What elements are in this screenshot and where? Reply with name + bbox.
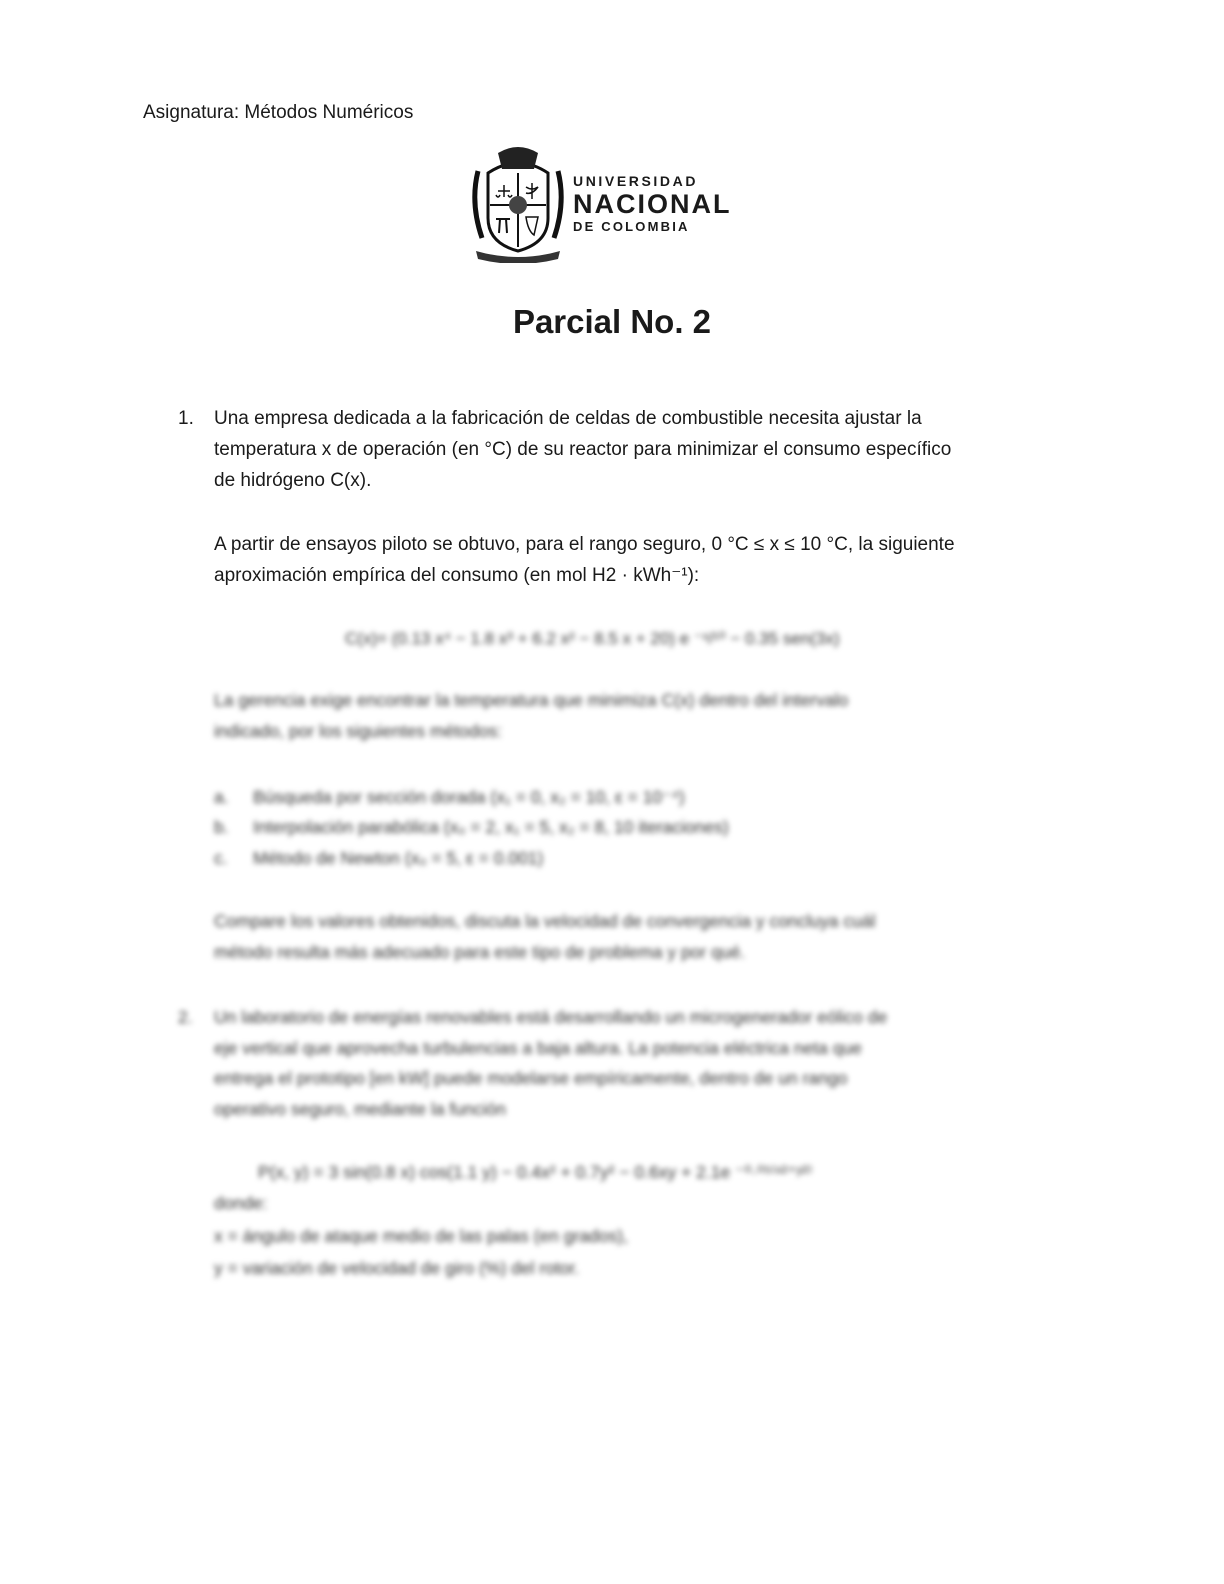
method-letter: c. (214, 848, 228, 868)
q1-line: A partir de ensayos piloto se obtuvo, para el rango seguro, 0 °C ≤ x ≤ 10 °C, la siguiente (214, 534, 955, 555)
q2-line: eje vertical que aprovecha turbulencias a baja altura. La potencia eléctrica neta que (214, 1038, 862, 1058)
university-logo (468, 143, 748, 263)
q1-line: aproximación empírica del consumo (en mol H2 · kWh⁻¹): (214, 565, 700, 586)
q1-line: Una empresa dedicada a la fabricación de celdas de combustible necesita ajustar la (214, 408, 922, 429)
method-text: Interpolación parabólica (x₀ = 2, x₁ = 5, x₂ = 8, 10 iteraciones) (253, 817, 729, 837)
logo-line-3: DE COLOMBIA (573, 219, 690, 234)
method-letter: b. (214, 817, 229, 837)
coat-of-arms-icon (468, 143, 568, 263)
q2-var: x = ángulo de ataque medio de las palas (en grados), (214, 1226, 628, 1246)
q2-var: y = variación de velocidad de giro (%) del rotor. (214, 1258, 580, 1278)
q2-line: entrega el prototipo [en kW] puede modelarse empíricamente, dentro de un rango (214, 1068, 848, 1088)
q2-formula: P(x, y) = 3 sin(0.8 x) cos(1.1 y) − 0.4x² + 0.7y² − 0.6xy + 2.1e ⁻⁰·⁰⁵⁽ˣ²⁺ʸ²⁾ (258, 1162, 813, 1182)
q1-conclusion: Compare los valores obtenidos, discuta la velocidad de convergencia y concluya cuál (214, 911, 876, 931)
method-text: Método de Newton (x₀ = 5, ε = 0.001) (253, 848, 544, 868)
q1-number: 1. (178, 408, 194, 429)
q2-number: 2. (178, 1007, 193, 1027)
q1-formula: C(x)= (0.13 x⁴ − 1.8 x³ + 6.2 x² − 8.5 x + 20) e ⁻ˣ/¹⁰ − 0.35 sen(3x) (345, 629, 840, 648)
method-text: Búsqueda por sección dorada (x₁ = 0, x₂ = 10, ε = 10⁻⁴) (253, 787, 685, 807)
q2-line: operativo seguro, mediante la función (214, 1099, 506, 1119)
q1-intro: indicado, por los siguientes métodos: (214, 721, 502, 741)
q1-intro: La gerencia exige encontrar la temperatura que minimiza C(x) dentro del intervalo (214, 690, 849, 710)
q2-line: Un laboratorio de energías renovables está desarrollando un microgenerador eólico de (214, 1007, 888, 1027)
q1-line: temperatura x de operación (en °C) de su reactor para minimizar el consumo específico (214, 439, 952, 460)
logo-line-2: NACIONAL (573, 189, 732, 219)
logo-line-1: UNIVERSIDAD (573, 173, 699, 189)
q2-where: donde: (214, 1193, 268, 1213)
q1-conclusion: método resulta más adecuado para este tipo de problema y por qué. (214, 942, 746, 962)
page-title: Parcial No. 2 (512, 303, 712, 340)
method-letter: a. (214, 787, 229, 807)
q1-line: de hidrógeno C(x). (214, 470, 372, 491)
subject-header: Asignatura: Métodos Numéricos (143, 102, 414, 123)
